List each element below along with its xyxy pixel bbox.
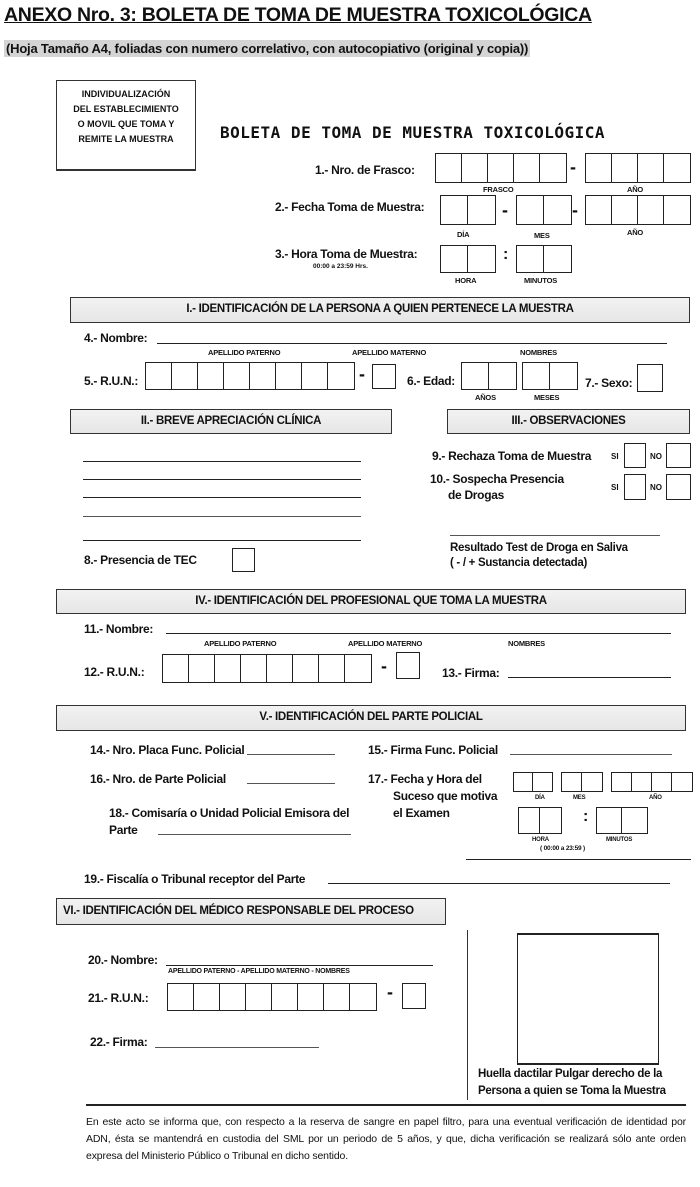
footer-notice: En este acto se informa que, con respecto a la reserva de sangre en papel filtro, para una eventual verificación de identidad por ADN, ésta se mantendrá en custodia del SML por un periodo de 5 años, y que, dicha verificación se realizará sólo ante orden expresa del Ministerio Público o Tribunal en dicho sentido. xyxy=(86,1116,686,1162)
fecha-suceso-label-1: 17.- Fecha y Hora del xyxy=(368,772,482,786)
digit-box[interactable] xyxy=(215,655,241,682)
comisaria-input-line[interactable] xyxy=(158,821,351,835)
fecha-anio-boxes[interactable] xyxy=(585,195,691,225)
digit-box[interactable] xyxy=(194,984,220,1010)
digit-box[interactable] xyxy=(612,196,638,224)
frasco-sublabel: FRASCO xyxy=(483,185,514,194)
digit-box[interactable] xyxy=(612,773,632,791)
nombre-label: 4.- Nombre: xyxy=(84,331,148,345)
fecha-suceso-label-2: Suceso que motiva xyxy=(393,789,498,803)
thumbprint-box[interactable] xyxy=(517,933,659,1065)
profesional-nombre-line[interactable] xyxy=(166,620,671,634)
hora-label: 3.- Hora Toma de Muestra: xyxy=(275,247,418,261)
profesional-run-boxes[interactable] xyxy=(162,654,372,683)
hora-hint: 00:00 a 23:59 Hrs. xyxy=(313,263,368,270)
sexo-label: 7.- Sexo: xyxy=(585,376,633,390)
medico-firma-label: 22.- Firma: xyxy=(90,1035,148,1049)
suceso-dia-boxes[interactable] xyxy=(513,772,553,792)
digit-box[interactable] xyxy=(586,154,612,182)
parte-policial-label: 16.- Nro. de Parte Policial xyxy=(90,772,226,786)
minutos-boxes[interactable] xyxy=(516,245,572,273)
digit-box[interactable] xyxy=(517,246,544,272)
rechaza-si-checkbox[interactable] xyxy=(624,443,646,468)
digit-box[interactable] xyxy=(441,196,468,224)
digit-box[interactable] xyxy=(597,808,622,833)
digit-box[interactable] xyxy=(544,196,571,224)
digit-box[interactable] xyxy=(246,984,272,1010)
time-colon: : xyxy=(503,246,509,263)
name-parts-sublabel: APELLIDO PATERNO - APELLIDO MATERNO - NOMBRES xyxy=(168,968,350,975)
document-title: ANEXO Nro. 3: BOLETA DE TOMA DE MUESTRA TOXICOLÓGICA xyxy=(4,4,592,26)
apellido-materno-sublabel: APELLIDO MATERNO xyxy=(348,639,423,648)
digit-box[interactable] xyxy=(441,246,468,272)
anio-sublabel: AÑO xyxy=(649,795,662,801)
separator-dash: - xyxy=(572,200,578,220)
fiscalia-label: 19.- Fiscalía o Tribunal receptor del Parte xyxy=(84,872,306,886)
digit-box[interactable] xyxy=(622,808,647,833)
digit-box[interactable] xyxy=(612,154,638,182)
digit-box[interactable] xyxy=(172,363,198,389)
establishment-line: DEL ESTABLECIMIENTO xyxy=(73,104,179,114)
digit-box[interactable] xyxy=(276,363,302,389)
establishment-line: REMITE LA MUESTRA xyxy=(78,134,174,144)
footer-divider xyxy=(86,1092,686,1106)
digit-box[interactable] xyxy=(664,154,690,182)
fiscalia-input-line[interactable] xyxy=(328,870,670,884)
run-boxes[interactable] xyxy=(145,362,355,390)
digit-box[interactable] xyxy=(533,773,552,791)
anios-sublabel: AÑOS xyxy=(475,393,496,402)
digit-box[interactable] xyxy=(468,196,495,224)
digit-box[interactable] xyxy=(638,154,664,182)
digit-box[interactable] xyxy=(582,773,602,791)
saliva-label-2: ( - / + Sustancia detectada) xyxy=(450,557,587,569)
time-range-hint: ( 00:00 a 23:59 ) xyxy=(540,845,586,852)
profesional-firma-label: 13.- Firma: xyxy=(442,666,500,680)
section-ii-header: II.- BREVE APRECIACIÓN CLÍNICA xyxy=(70,409,392,434)
digit-box[interactable] xyxy=(328,363,354,389)
digit-box[interactable] xyxy=(241,655,267,682)
si-label: SI xyxy=(611,483,619,492)
separator-dash: - xyxy=(502,200,508,220)
saliva-result-line[interactable] xyxy=(450,522,660,536)
tec-label: 8.- Presencia de TEC xyxy=(84,553,197,567)
digit-box[interactable] xyxy=(540,154,566,182)
rechaza-label: 9.- Rechaza Toma de Muestra xyxy=(432,449,592,463)
saliva-label-1: Resultado Test de Droga en Saliva xyxy=(450,542,628,554)
digit-box[interactable] xyxy=(302,363,328,389)
medico-run-boxes[interactable] xyxy=(167,983,377,1011)
firma-funcionario-line[interactable] xyxy=(510,741,672,755)
separator-dash: - xyxy=(359,364,365,384)
section-v-header: V.- IDENTIFICACIÓN DEL PARTE POLICIAL xyxy=(56,705,686,731)
clinical-note-line[interactable] xyxy=(83,527,361,541)
nombres-sublabel: NOMBRES xyxy=(520,348,557,357)
fecha-label: 2.- Fecha Toma de Muestra: xyxy=(275,200,425,214)
digit-box[interactable] xyxy=(488,154,514,182)
digit-box[interactable] xyxy=(517,196,544,224)
time-colon: : xyxy=(583,808,589,825)
apellido-paterno-sublabel: APELLIDO PATERNO xyxy=(204,639,277,648)
digit-box[interactable] xyxy=(163,655,189,682)
rechaza-no-checkbox[interactable] xyxy=(666,443,691,468)
digit-box[interactable] xyxy=(462,154,488,182)
digit-box[interactable] xyxy=(272,984,298,1010)
digit-box[interactable] xyxy=(298,984,324,1010)
meses-sublabel: MESES xyxy=(534,393,560,402)
fecha-suceso-label-3: el Examen xyxy=(393,806,450,820)
digit-box[interactable] xyxy=(550,363,577,389)
digit-box[interactable] xyxy=(672,773,692,791)
run-label: 5.- R.U.N.: xyxy=(84,374,139,388)
dia-sublabel: DÍA xyxy=(535,795,545,801)
run-check-digit-box[interactable] xyxy=(372,364,396,389)
no-label: NO xyxy=(650,452,662,461)
minutos-sublabel: MINUTOS xyxy=(606,837,633,843)
digit-box[interactable] xyxy=(514,773,533,791)
mes-sublabel: MES xyxy=(573,795,586,801)
suceso-mes-boxes[interactable] xyxy=(561,772,603,792)
sospecha-si-checkbox[interactable] xyxy=(624,474,646,500)
comisaria-label-2: Parte xyxy=(109,823,138,837)
establishment-line: INDIVIDUALIZACIÓN xyxy=(81,89,171,99)
edad-label: 6.- Edad: xyxy=(407,374,455,388)
medico-nombre-label: 20.- Nombre: xyxy=(88,953,158,967)
digit-box[interactable] xyxy=(436,154,462,182)
hora-sublabel: HORA xyxy=(532,837,549,843)
profesional-run-check-digit-box[interactable] xyxy=(396,652,420,679)
hora-sublabel: HORA xyxy=(455,276,477,285)
medico-run-label: 21.- R.U.N.: xyxy=(88,991,149,1005)
fecha-dia-boxes[interactable] xyxy=(440,195,496,225)
profesional-firma-line[interactable] xyxy=(508,664,671,678)
nombre-input-line[interactable] xyxy=(157,330,667,344)
digit-box[interactable] xyxy=(562,773,582,791)
digit-box[interactable] xyxy=(652,773,672,791)
digit-box[interactable] xyxy=(267,655,293,682)
frasco-year-boxes[interactable] xyxy=(585,153,691,183)
establishment-line: O MOVIL QUE TOMA Y xyxy=(77,119,175,129)
si-label: SI xyxy=(611,452,619,461)
digit-box[interactable] xyxy=(189,655,215,682)
section-i-header: I.- IDENTIFICACIÓN DE LA PERSONA A QUIEN PERTENECE LA MUESTRA xyxy=(70,297,690,323)
no-label: NO xyxy=(650,483,662,492)
form-title: BOLETA DE TOMA DE MUESTRA TOXICOLÓGICA xyxy=(220,123,606,142)
thumbprint-label-2: Persona a quien se Toma la Muestra xyxy=(478,1085,666,1097)
placa-input-line[interactable] xyxy=(247,741,335,755)
mes-sublabel: MES xyxy=(534,231,550,240)
parte-policial-line[interactable] xyxy=(247,770,335,784)
digit-box[interactable] xyxy=(462,363,489,389)
digit-box[interactable] xyxy=(523,363,550,389)
nombres-sublabel: NOMBRES xyxy=(508,639,545,648)
sospecha-label-1: 10.- Sospecha Presencia xyxy=(430,472,564,486)
profesional-run-label: 12.- R.U.N.: xyxy=(84,665,145,679)
digit-box[interactable] xyxy=(544,246,571,272)
suceso-anio-boxes[interactable] xyxy=(611,772,693,792)
separator-dash: - xyxy=(387,982,393,1002)
sospecha-no-checkbox[interactable] xyxy=(666,474,691,500)
clinical-note-line[interactable] xyxy=(83,503,361,517)
edad-meses-boxes[interactable] xyxy=(522,362,578,390)
sospecha-label-2: de Drogas xyxy=(448,488,504,502)
establishment-box[interactable] xyxy=(56,80,196,171)
suceso-divider-line xyxy=(466,846,691,860)
digit-box[interactable] xyxy=(293,655,319,682)
digit-box[interactable] xyxy=(632,773,652,791)
section-vi-header: VI.- IDENTIFICACIÓN DEL MÉDICO RESPONSABLE DEL PROCESO xyxy=(56,898,446,925)
suceso-minutos-boxes[interactable] xyxy=(596,807,648,834)
sexo-box[interactable] xyxy=(637,364,663,392)
section-iv-header: IV.- IDENTIFICACIÓN DEL PROFESIONAL QUE TOMA LA MUESTRA xyxy=(56,589,686,614)
clinical-note-line[interactable] xyxy=(83,484,361,498)
digit-box[interactable] xyxy=(168,984,194,1010)
dia-sublabel: DÍA xyxy=(457,230,470,239)
medico-nombre-line[interactable] xyxy=(166,952,433,966)
comisaria-label-1: 18.- Comisaría o Unidad Policial Emisora del xyxy=(109,806,350,820)
digit-box[interactable] xyxy=(198,363,224,389)
digit-box[interactable] xyxy=(586,196,612,224)
apellido-paterno-sublabel: APELLIDO PATERNO xyxy=(208,348,281,357)
digit-box[interactable] xyxy=(514,154,540,182)
anio-sublabel: AÑO xyxy=(627,185,644,194)
digit-box[interactable] xyxy=(350,984,376,1010)
section-iii-header: III.- OBSERVACIONES xyxy=(447,409,690,434)
thumbprint-label-1: Huella dactilar Pulgar derecho de la xyxy=(478,1068,663,1080)
hora-boxes[interactable] xyxy=(440,245,496,273)
separator-dash: - xyxy=(381,656,387,676)
digit-box[interactable] xyxy=(468,246,495,272)
digit-box[interactable] xyxy=(664,196,690,224)
digit-box[interactable] xyxy=(540,808,561,833)
firma-funcionario-label: 15.- Firma Func. Policial xyxy=(368,743,498,757)
apellido-materno-sublabel: APELLIDO MATERNO xyxy=(352,348,427,357)
medico-firma-line[interactable] xyxy=(155,1034,319,1048)
digit-box[interactable] xyxy=(220,984,246,1010)
separator-dash: - xyxy=(570,157,576,177)
anio-sublabel: AÑO xyxy=(627,228,644,237)
frasco-label: 1.- Nro. de Frasco: xyxy=(315,163,415,177)
digit-box[interactable] xyxy=(319,655,345,682)
digit-box[interactable] xyxy=(250,363,276,389)
suceso-hora-boxes[interactable] xyxy=(518,807,562,834)
profesional-nombre-label: 11.- Nombre: xyxy=(84,622,154,636)
medico-run-check-digit-box[interactable] xyxy=(402,983,426,1009)
digit-box[interactable] xyxy=(146,363,172,389)
fecha-mes-boxes[interactable] xyxy=(516,195,572,225)
frasco-number-boxes[interactable] xyxy=(435,153,567,183)
digit-box[interactable] xyxy=(519,808,540,833)
placa-label: 14.- Nro. Placa Func. Policial xyxy=(90,743,245,757)
digit-box[interactable] xyxy=(638,196,664,224)
tec-checkbox[interactable] xyxy=(232,548,255,572)
clinical-note-line[interactable] xyxy=(83,448,361,462)
digit-box[interactable] xyxy=(224,363,250,389)
digit-box[interactable] xyxy=(489,363,516,389)
document-subtitle: (Hoja Tamaño A4, foliadas con numero correlativo, con autocopiativo (original y copia)) xyxy=(6,41,529,56)
minutos-sublabel: MINUTOS xyxy=(524,276,558,285)
vertical-divider xyxy=(467,930,468,1100)
edad-anios-boxes[interactable] xyxy=(461,362,517,390)
digit-box[interactable] xyxy=(324,984,350,1010)
digit-box[interactable] xyxy=(345,655,371,682)
clinical-note-line[interactable] xyxy=(83,466,361,480)
